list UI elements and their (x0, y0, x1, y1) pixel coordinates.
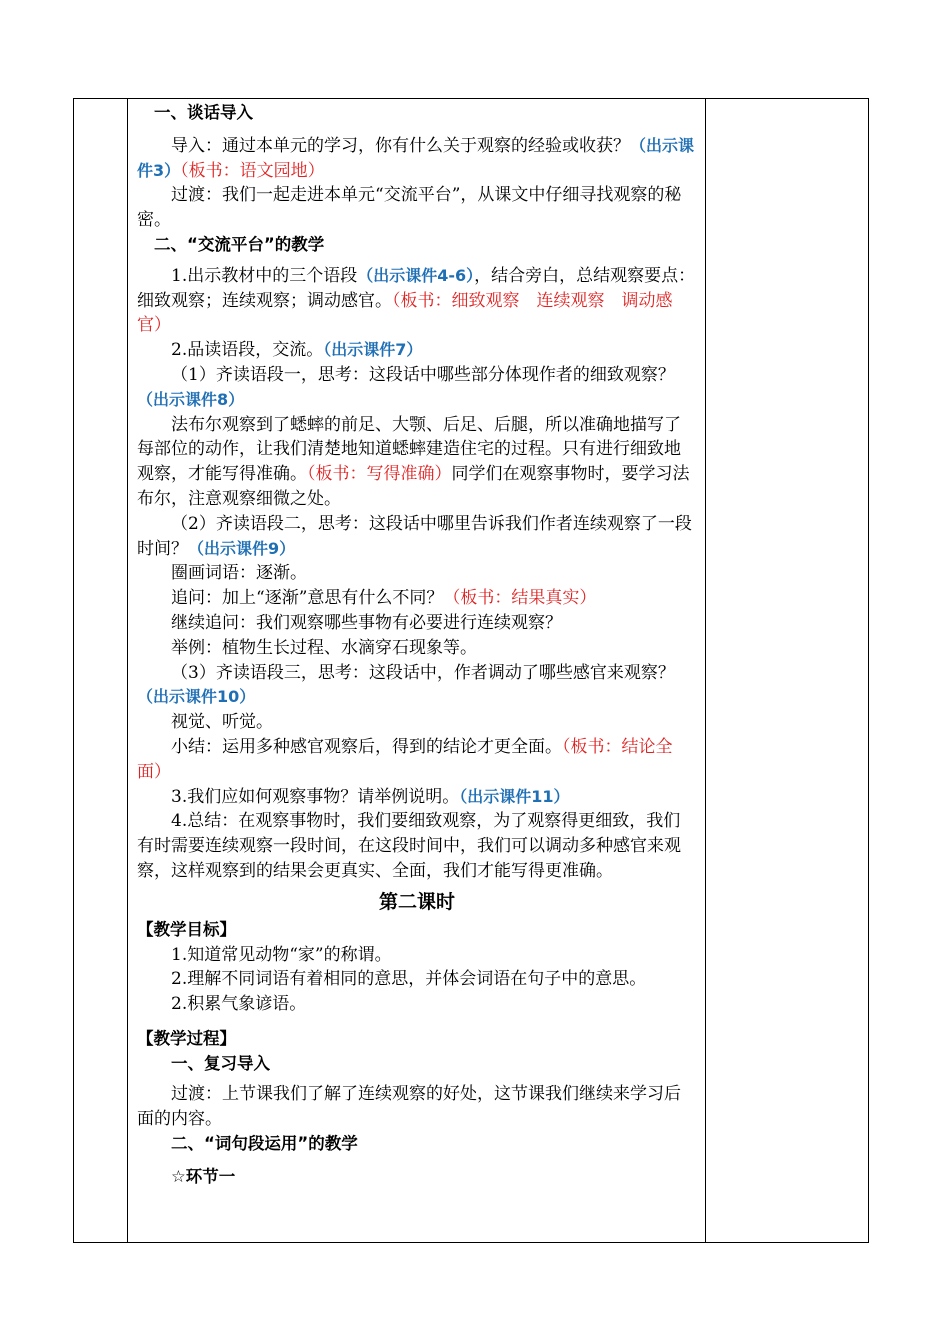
goal-item: 2.理解不同词语有着相同的意思，并体会词语在句子中的意思。 (171, 969, 647, 990)
text: 1.出示教材中的三个语段 (171, 265, 358, 286)
paragraph (137, 363, 697, 413)
courseware-note: （出示课件9） (188, 538, 296, 558)
section-heading: 一、谈话导入 (154, 103, 253, 122)
section-heading: 二、“词句段运用”的教学 (171, 1134, 358, 1154)
paragraph: 过渡：上节课我们了解了连续观察的好处，这节课我们继续来学习后面的内容。 (137, 1084, 681, 1130)
text: （1）齐读语段一，思考：这段话中哪些部分体现作者的细致观察？ (171, 364, 675, 385)
board-note: （板书：结论全面） (137, 736, 673, 782)
goals-heading: 【教学目标】 (137, 919, 236, 939)
paragraph (137, 134, 697, 184)
paragraph (137, 264, 697, 338)
paragraph (137, 512, 697, 562)
paragraph (137, 586, 697, 611)
text: 3.我们应如何观察事物？请举例说明。 (171, 786, 460, 807)
lesson-title: 第二课时 (378, 890, 455, 913)
paragraph (137, 661, 697, 711)
paragraph: 视觉、听觉。 (171, 712, 273, 733)
text: 小结：运用多种感官观察后，得到的结论才更全面。 (171, 736, 562, 757)
text: 同学们在观察事物时，要学习法布尔，注意观察细微之处。 (137, 464, 690, 509)
paragraph (137, 785, 697, 810)
courseware-note: （出示课件8） (137, 389, 245, 409)
board-note: （板书：语文园地） (180, 160, 325, 181)
text: （2）齐读语段二，思考：这段话中哪里告诉我们作者连续观察了一段时间？ (137, 513, 692, 559)
text: 导入：通过本单元的学习，你有什么关于观察的经验或收获？ (171, 135, 630, 156)
courseware-note: （出示课件4-6） (357, 265, 475, 285)
paragraph: 4.总结：在观察事物时，我们要细致观察，为了观察得更细致，我们有时需要连续观察一段时间，在这段时间中，我们可以调动多种感官来观察，这样观察到的结果会更真实、全面，我们才能写得更准确。 (137, 811, 681, 881)
paragraph: 继续追问：我们观察哪些事物有必要进行连续观察？ (171, 612, 562, 633)
column-divider-left (127, 99, 128, 1242)
column-divider-right (705, 99, 706, 1242)
courseware-note: （出示课件3） (137, 135, 695, 180)
text: 法布尔观察到了蟋蟀的前足、大颚、后足、后腿，所以准确地描写了每部位的动作，让我们清楚地知道蟋蟀建造住宅的过程。只有进行细致地观察，才能写得准确。 (137, 414, 681, 485)
text: 2.品读语段，交流。 (171, 340, 324, 361)
paragraph (137, 413, 697, 512)
paragraph: 过渡：我们一起走进本单元“交流平台”，从课文中仔细寻找观察的秘密。 (137, 185, 682, 231)
courseware-note: （出示课件11） (459, 786, 570, 806)
paragraph: 举例：植物生长过程、水滴穿石现象等。 (171, 637, 477, 658)
courseware-note: （出示课件10） (137, 687, 256, 707)
text: 追问：加上“逐渐”意思有什么不同？ (171, 588, 444, 609)
text: ，结合旁白，总结观察要点：细致观察；连续观察；调动感官。 (137, 265, 696, 311)
board-note: （板书：细致观察 连续观察 调动感官） (137, 290, 673, 336)
lesson-plan-content (137, 101, 697, 1190)
step-label: ☆环节一 (171, 1166, 236, 1186)
section-heading: 二、“交流平台”的教学 (154, 234, 325, 254)
courseware-note: （出示课件7） (323, 340, 423, 360)
paragraph (137, 735, 697, 785)
section-heading: 一、复习导入 (171, 1053, 270, 1073)
process-heading: 【教学过程】 (137, 1028, 236, 1048)
paragraph: 圈画词语：逐渐。 (171, 563, 307, 584)
text: （3）齐读语段三，思考：这段话中，作者调动了哪些感官来观察？ (171, 662, 675, 683)
goal-item: 1.知道常见动物“家”的称谓。 (171, 944, 392, 965)
paragraph (137, 338, 697, 363)
board-note: （板书：写得准确） (307, 464, 452, 485)
goal-item: 2.积累气象谚语。 (171, 994, 307, 1015)
board-note: （板书：结果真实） (443, 588, 597, 609)
